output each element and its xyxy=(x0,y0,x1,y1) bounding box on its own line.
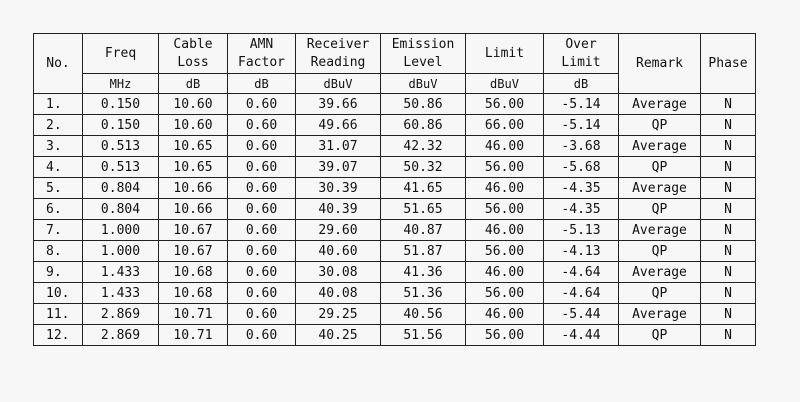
cell-amn-factor: 0.60 xyxy=(228,304,296,325)
cell-emission-level: 60.86 xyxy=(381,115,466,136)
cell-limit: 56.00 xyxy=(466,94,544,115)
cell-over-limit: -5.44 xyxy=(544,304,619,325)
cell-cable-loss: 10.66 xyxy=(159,199,228,220)
cell-remark: Average xyxy=(619,220,701,241)
cell-over-limit: -4.44 xyxy=(544,325,619,346)
cell-phase: N xyxy=(701,220,756,241)
cell-phase: N xyxy=(701,157,756,178)
header-limit: Limit xyxy=(466,34,544,74)
cell-over-limit: -5.14 xyxy=(544,94,619,115)
cell-receiver-reading: 30.08 xyxy=(296,262,381,283)
cell-remark: QP xyxy=(619,157,701,178)
header-over-limit: Over Limit xyxy=(544,34,619,74)
cell-phase: N xyxy=(701,178,756,199)
cell-limit: 56.00 xyxy=(466,325,544,346)
table-row xyxy=(34,94,756,115)
cell-limit: 56.00 xyxy=(466,241,544,262)
cell-freq: 0.513 xyxy=(83,136,159,157)
table-row xyxy=(34,325,756,346)
cell-remark: QP xyxy=(619,283,701,304)
cell-over-limit: -4.35 xyxy=(544,178,619,199)
cell-receiver-reading: 49.66 xyxy=(296,115,381,136)
header-receiver-reading: Receiver Reading xyxy=(296,34,381,74)
cell-over-limit: -4.64 xyxy=(544,283,619,304)
cell-phase: N xyxy=(701,136,756,157)
cell-amn-factor: 0.60 xyxy=(228,262,296,283)
header-no: No. xyxy=(34,34,83,94)
cell-phase: N xyxy=(701,262,756,283)
cell-remark: Average xyxy=(619,262,701,283)
cell-cable-loss: 10.65 xyxy=(159,136,228,157)
cell-over-limit: -4.35 xyxy=(544,199,619,220)
cell-receiver-reading: 30.39 xyxy=(296,178,381,199)
cell-freq: 0.150 xyxy=(83,94,159,115)
cell-cable-loss: 10.71 xyxy=(159,325,228,346)
cell-remark: QP xyxy=(619,325,701,346)
cell-remark: Average xyxy=(619,136,701,157)
cell-amn-factor: 0.60 xyxy=(228,241,296,262)
cell-no: 11. xyxy=(34,304,83,325)
cell-no: 7. xyxy=(34,220,83,241)
table-row xyxy=(34,157,756,178)
cell-no: 1. xyxy=(34,94,83,115)
cell-emission-level: 40.87 xyxy=(381,220,466,241)
cell-cable-loss: 10.66 xyxy=(159,178,228,199)
cell-phase: N xyxy=(701,94,756,115)
cell-no: 3. xyxy=(34,136,83,157)
header-row xyxy=(34,34,756,74)
cell-remark: Average xyxy=(619,94,701,115)
cell-no: 12. xyxy=(34,325,83,346)
unit-emission-level: dBuV xyxy=(381,74,466,94)
cell-amn-factor: 0.60 xyxy=(228,283,296,304)
cell-over-limit: -4.64 xyxy=(544,262,619,283)
cell-limit: 66.00 xyxy=(466,115,544,136)
cell-phase: N xyxy=(701,325,756,346)
cell-phase: N xyxy=(701,115,756,136)
cell-freq: 1.433 xyxy=(83,283,159,304)
cell-freq: 1.000 xyxy=(83,241,159,262)
table-row xyxy=(34,136,756,157)
cell-freq: 0.150 xyxy=(83,115,159,136)
cell-phase: N xyxy=(701,283,756,304)
emission-table xyxy=(33,33,756,346)
cell-remark: Average xyxy=(619,178,701,199)
cell-emission-level: 51.65 xyxy=(381,199,466,220)
unit-receiver-reading: dBuV xyxy=(296,74,381,94)
table-row xyxy=(34,283,756,304)
unit-limit: dBuV xyxy=(466,74,544,94)
unit-amn-factor: dB xyxy=(228,74,296,94)
cell-receiver-reading: 40.08 xyxy=(296,283,381,304)
cell-cable-loss: 10.65 xyxy=(159,157,228,178)
cell-emission-level: 51.56 xyxy=(381,325,466,346)
cell-limit: 56.00 xyxy=(466,157,544,178)
cell-no: 9. xyxy=(34,262,83,283)
cell-cable-loss: 10.71 xyxy=(159,304,228,325)
cell-amn-factor: 0.60 xyxy=(228,220,296,241)
cell-receiver-reading: 40.25 xyxy=(296,325,381,346)
cell-no: 10. xyxy=(34,283,83,304)
cell-receiver-reading: 29.60 xyxy=(296,220,381,241)
cell-cable-loss: 10.68 xyxy=(159,262,228,283)
cell-limit: 46.00 xyxy=(466,178,544,199)
cell-freq: 2.869 xyxy=(83,325,159,346)
cell-no: 4. xyxy=(34,157,83,178)
cell-amn-factor: 0.60 xyxy=(228,199,296,220)
cell-cable-loss: 10.60 xyxy=(159,115,228,136)
table-row xyxy=(34,115,756,136)
cell-phase: N xyxy=(701,241,756,262)
cell-limit: 46.00 xyxy=(466,136,544,157)
cell-over-limit: -3.68 xyxy=(544,136,619,157)
cell-amn-factor: 0.60 xyxy=(228,178,296,199)
cell-over-limit: -5.14 xyxy=(544,115,619,136)
cell-emission-level: 41.65 xyxy=(381,178,466,199)
cell-limit: 56.00 xyxy=(466,283,544,304)
cell-freq: 0.804 xyxy=(83,199,159,220)
cell-freq: 0.804 xyxy=(83,178,159,199)
cell-emission-level: 40.56 xyxy=(381,304,466,325)
cell-receiver-reading: 40.39 xyxy=(296,199,381,220)
header-remark: Remark xyxy=(619,34,701,94)
cell-limit: 56.00 xyxy=(466,199,544,220)
cell-amn-factor: 0.60 xyxy=(228,325,296,346)
cell-remark: QP xyxy=(619,115,701,136)
header-freq: Freq xyxy=(83,34,159,74)
cell-remark: QP xyxy=(619,199,701,220)
cell-amn-factor: 0.60 xyxy=(228,136,296,157)
cell-cable-loss: 10.67 xyxy=(159,241,228,262)
cell-remark: Average xyxy=(619,304,701,325)
cell-no: 6. xyxy=(34,199,83,220)
cell-freq: 1.000 xyxy=(83,220,159,241)
cell-emission-level: 50.86 xyxy=(381,94,466,115)
header-phase: Phase xyxy=(701,34,756,94)
table-row xyxy=(34,220,756,241)
cell-amn-factor: 0.60 xyxy=(228,94,296,115)
cell-emission-level: 51.87 xyxy=(381,241,466,262)
table-row xyxy=(34,304,756,325)
cell-no: 2. xyxy=(34,115,83,136)
cell-receiver-reading: 29.25 xyxy=(296,304,381,325)
emission-table-container xyxy=(33,33,756,346)
cell-receiver-reading: 39.66 xyxy=(296,94,381,115)
table-row xyxy=(34,199,756,220)
cell-remark: QP xyxy=(619,241,701,262)
cell-amn-factor: 0.60 xyxy=(228,157,296,178)
table-row xyxy=(34,262,756,283)
cell-emission-level: 42.32 xyxy=(381,136,466,157)
cell-phase: N xyxy=(701,304,756,325)
cell-over-limit: -5.68 xyxy=(544,157,619,178)
header-amn-factor: AMN Factor xyxy=(228,34,296,74)
cell-receiver-reading: 40.60 xyxy=(296,241,381,262)
cell-limit: 46.00 xyxy=(466,262,544,283)
unit-freq: MHz xyxy=(83,74,159,94)
cell-phase: N xyxy=(701,199,756,220)
header-cable-loss: Cable Loss xyxy=(159,34,228,74)
cell-emission-level: 51.36 xyxy=(381,283,466,304)
table-row xyxy=(34,178,756,199)
cell-over-limit: -5.13 xyxy=(544,220,619,241)
cell-emission-level: 41.36 xyxy=(381,262,466,283)
table-row xyxy=(34,241,756,262)
cell-receiver-reading: 31.07 xyxy=(296,136,381,157)
cell-over-limit: -4.13 xyxy=(544,241,619,262)
cell-no: 8. xyxy=(34,241,83,262)
cell-receiver-reading: 39.07 xyxy=(296,157,381,178)
cell-cable-loss: 10.60 xyxy=(159,94,228,115)
unit-cable-loss: dB xyxy=(159,74,228,94)
cell-cable-loss: 10.67 xyxy=(159,220,228,241)
cell-freq: 0.513 xyxy=(83,157,159,178)
cell-freq: 1.433 xyxy=(83,262,159,283)
header-emission-level: Emission Level xyxy=(381,34,466,74)
cell-limit: 46.00 xyxy=(466,304,544,325)
cell-cable-loss: 10.68 xyxy=(159,283,228,304)
cell-no: 5. xyxy=(34,178,83,199)
cell-amn-factor: 0.60 xyxy=(228,115,296,136)
cell-emission-level: 50.32 xyxy=(381,157,466,178)
cell-limit: 46.00 xyxy=(466,220,544,241)
cell-freq: 2.869 xyxy=(83,304,159,325)
unit-over-limit: dB xyxy=(544,74,619,94)
